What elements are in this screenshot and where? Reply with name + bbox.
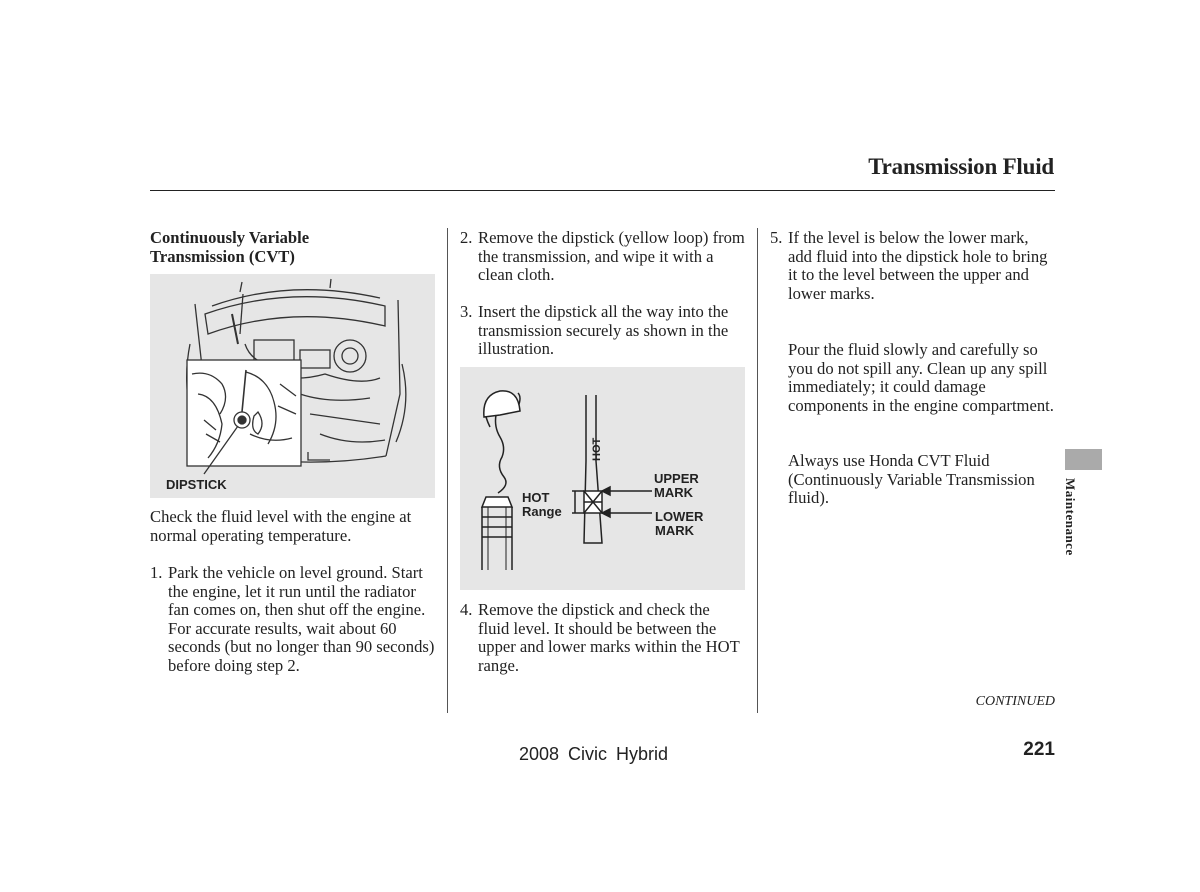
stick-hot-label: HOT [591,437,603,461]
step-1-text: Park the vehicle on level ground. Start the engine, let it run until the radiator fan comes on, then shut off the engine. For accurate results, wait about 60 seconds (but no longer than 90 seconds) before doing step 2. [168,563,435,675]
engine-bay-drawing [150,274,435,498]
section-tab-marker [1065,449,1102,470]
step-5-number: 5. [770,228,783,247]
spill-paragraph: Pour the fluid slowly and carefully so you do not spill any. Clean up any spill immediately; it could damage components in the engine compartment. [788,340,1054,415]
step-4 [460,601,745,675]
engine-bay-illustration [150,274,435,498]
column-divider-1 [447,228,448,713]
step-1 [150,564,436,676]
header-rule [150,190,1055,191]
hot-range-label-line-1: HOT [522,490,550,505]
section-tab-label: Maintenance [1063,478,1078,556]
dipstick-illustration [460,367,745,590]
dipstick-label: DIPSTICK [166,477,227,492]
section-heading [150,229,420,266]
hot-range-label [522,491,562,519]
upper-mark-label-line-1: UPPER [654,471,699,486]
section-heading-line-1: Continuously Variable [150,228,310,247]
page-title: Transmission Fluid [868,154,1054,179]
intro-paragraph: Check the fluid level with the engine at normal operating temperature. [150,507,412,545]
section-heading-line-2: Transmission (CVT) [150,246,295,266]
step-5 [770,229,1055,303]
step-1-number: 1. [150,563,163,582]
column-divider-2 [757,228,758,713]
step-2-number: 2. [460,228,473,247]
upper-mark-label-line-2: MARK [654,485,693,500]
step-2-text: Remove the dipstick (yellow loop) from the transmission, and wipe it with a clean cloth. [478,228,745,285]
step-3-number: 3. [460,302,473,321]
upper-mark-label [654,472,699,500]
hot-range-label-line-2: Range [522,504,562,519]
dipstick-drawing [460,367,745,590]
continued-note: CONTINUED [975,694,1055,709]
step-2 [460,229,745,285]
fluid-paragraph: Always use Honda CVT Fluid (Continuously Variable Transmission fluid). [788,451,1035,508]
step-5-text: If the level is below the lower mark, add fluid into the dipstick hole to bring it to the level between the upper and lower marks. [788,228,1048,303]
page-number: 221 [1023,739,1055,760]
lower-mark-label [655,510,703,538]
step-3-text: Insert the dipstick all the way into the transmission securely as shown in the illustration. [478,302,729,359]
lower-mark-label-line-2: MARK [655,523,694,538]
lower-mark-label-line-1: LOWER [655,509,704,524]
step-4-text: Remove the dipstick and check the fluid level. It should be between the upper and lower marks within the HOT range. [478,600,740,675]
book-title: 2008 Civic Hybrid [519,744,669,764]
step-4-number: 4. [460,600,473,619]
step-3 [460,303,745,359]
